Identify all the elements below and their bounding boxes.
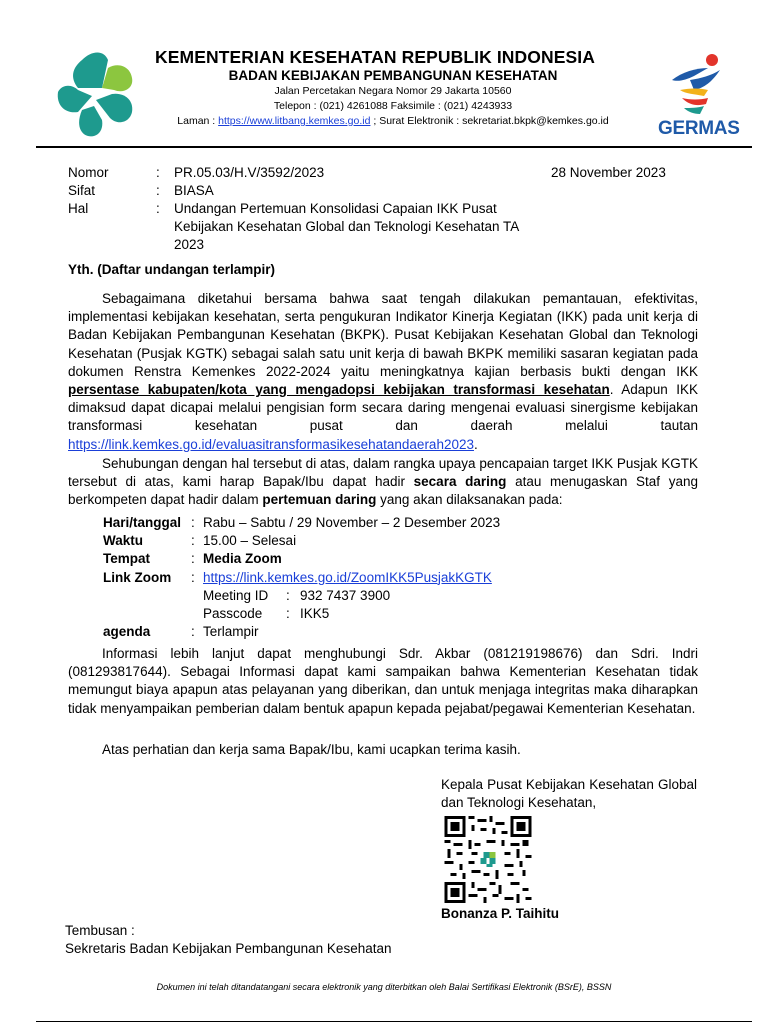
web-email-line: [176, 114, 610, 129]
p2-bold-1: secara daring: [413, 474, 507, 490]
paragraph-4: [68, 741, 698, 759]
colon: :: [191, 624, 195, 640]
colon: :: [191, 551, 195, 567]
p4-text: Atas perhatian dan kerja sama Bapak/Ibu, kami ucapkan terima kasih.: [102, 742, 521, 757]
schedule-row-link: [103, 569, 500, 587]
p2-end: yang akan dilaksanakan pada:: [376, 492, 563, 508]
tempat-value: Media Zoom: [203, 551, 282, 567]
schedule-row-place: [103, 550, 500, 568]
schedule-row-meeting-id: [103, 587, 500, 605]
carbon-copy: [65, 922, 391, 958]
colon: :: [286, 587, 290, 603]
letter-meta: [68, 164, 534, 254]
salutation: Yth. (Daftar undangan terlampir): [68, 262, 276, 277]
footer-divider: [36, 1021, 752, 1022]
ministry-title: KEMENTERIAN KESEHATAN REPUBLIK INDONESIA: [155, 47, 595, 67]
hari-value: Rabu – Sabtu / 29 November – 2 Desember 2023: [203, 515, 501, 530]
email: ; Surat Elektronik : sekretariat.bkpk@kemkes.go.id: [370, 115, 609, 127]
hal-label: Hal: [68, 201, 89, 216]
schedule-row-time: [103, 532, 500, 550]
nomor-label: Nomor: [68, 165, 109, 180]
colon: :: [156, 165, 160, 180]
meta-sifat: [68, 182, 534, 200]
letterhead: [140, 46, 610, 129]
meeting-id-label: Meeting ID: [203, 587, 269, 603]
web-label: Laman :: [177, 115, 219, 127]
agenda-label: agenda: [103, 624, 151, 640]
passcode-value: IKK5: [300, 606, 330, 622]
phone: Telepon : (021) 4261088 Faksimile : (021) 4243933: [273, 100, 513, 112]
letter-date: 28 November 2023: [551, 165, 666, 180]
p1-emphasis: persentase kabupaten/kota yang mengadopsi kebijakan transformasi kesehatan: [68, 382, 610, 398]
zoom-link[interactable]: https://link.kemkes.go.id/ZoomIKK5PusjakKGTK: [203, 569, 492, 585]
schedule-row-passcode: [103, 605, 500, 623]
hal-value: Undangan Pertemuan Konsolidasi Capaian IKK Pusat Kebijakan Kesehatan Global dan Teknologi Kesehatan TA 2023: [174, 201, 519, 252]
schedule-row-agenda: [103, 623, 500, 641]
e-signature-note: Dokumen ini telah ditandatangani secara elektronik yang diterbitkan oleh Balai Sertifikasi Elektronik (BSrE), BSSN: [156, 982, 612, 992]
paragraph-3: [68, 645, 698, 718]
sifat-label: Sifat: [68, 183, 96, 198]
signatory-name: Bonanza P. Taihitu: [441, 906, 560, 921]
tempat-label: Tempat: [103, 551, 151, 567]
evaluation-form-link[interactable]: https://link.kemkes.go.id/evaluasitransformasikesehatandaerah2023: [68, 436, 474, 452]
p3-text: Informasi lebih lanjut dapat menghubungi Sdr. Akbar (081219198676) dan Sdri. Indri (081293817644). Sebagai Informasi dapat kami sampaikan bahwa Kementerian Kesehatan tidak memungut biaya apapun atas pelayanan yang diberikan, dan untuk menjaga integritas maka diharapkan tidak menyampaikan pemberian dalam bentuk apapun kepada pejabat/pegawai Kementerian Kesehatan.: [68, 646, 698, 716]
letterhead-divider: [36, 146, 752, 148]
p1-text: Sebagaimana diketahui bersama bahwa saat tengah dilakukan pemantauan, efektivitas, implementasi kebijakan kesehatan, serta pengukuran Indikator Kinerja Kegiatan (IKK) pada unit kerja di Badan Kebijakan Pembangunan Kesehatan (BKPK). Pusat Kebijakan Kesehatan Global dan Teknologi Kesehatan (Pusjak KGTK) sebagai salah satu unit kerja di bawah BKPK memiliki sasaran kegiatan pada dokumen Renstra Kemenkes 2022-2024 yaitu meningkatnya kajian berbasis bukti dengan IKK: [68, 291, 698, 379]
sifat-value: BIASA: [174, 183, 214, 198]
colon: :: [191, 533, 195, 549]
colon: :: [156, 183, 160, 198]
p2-bold-2: pertemuan daring: [262, 492, 377, 508]
hari-label: Hari/tanggal: [103, 515, 182, 530]
waktu-value: 15.00 – Selesai: [203, 533, 297, 549]
agency-name: BADAN KEBIJAKAN PEMBANGUNAN KESEHATAN: [228, 68, 558, 83]
meeting-id-value: 932 7437 3900: [300, 587, 391, 603]
passcode-label: Passcode: [203, 606, 263, 622]
schedule-row-date: [103, 514, 500, 532]
p1-end: .: [473, 436, 478, 452]
colon: :: [156, 201, 160, 216]
cc-item: Sekretaris Badan Kebijakan Pembangunan Kesehatan: [65, 941, 392, 957]
link-label: Link Zoom: [103, 569, 172, 585]
paragraph-2: [68, 455, 698, 510]
colon: :: [191, 515, 195, 530]
address: Jalan Percetakan Negara Nomor 29 Jakarta 10560: [274, 85, 512, 97]
paragraph-1: [68, 290, 698, 454]
colon: :: [191, 569, 195, 585]
p2-text: Sehubungan dengan hal tersebut di atas, dalam rangka upaya pencapaian target IKK Pusjak KGTK tersebut di atas, kami harap Bapak/Ibu dapat hadir: [68, 456, 698, 490]
meeting-schedule: [103, 514, 500, 641]
cc-label: Tembusan :: [65, 923, 135, 938]
nomor-value: PR.05.03/H.V/3592/2023: [174, 165, 325, 180]
colon: :: [286, 606, 290, 622]
p1-tail: . Adapun IKK dimaksud dapat dicapai melalui pengisian form secara daring mengenai evaluasi sinergisme kebijakan transformasi kesehatan pusat dan daerah melalui tautan: [68, 382, 698, 434]
meta-nomor: [68, 164, 534, 182]
website-link[interactable]: https://www.litbang.kemkes.go.id: [218, 115, 371, 127]
signature-qr-code: [443, 816, 533, 903]
agenda-value: Terlampir: [203, 624, 259, 640]
meta-hal: [68, 200, 534, 254]
germas-wordmark: GERMAS: [658, 118, 740, 139]
kemenkes-logo: [52, 48, 144, 140]
waktu-label: Waktu: [103, 533, 143, 549]
p2-mid: atau menugaskan Staf yang berkompeten dapat hadir dalam: [68, 474, 698, 508]
signatory-position: Kepala Pusat Kebijakan Kesehatan Global dan Teknologi Kesehatan,: [441, 777, 697, 811]
